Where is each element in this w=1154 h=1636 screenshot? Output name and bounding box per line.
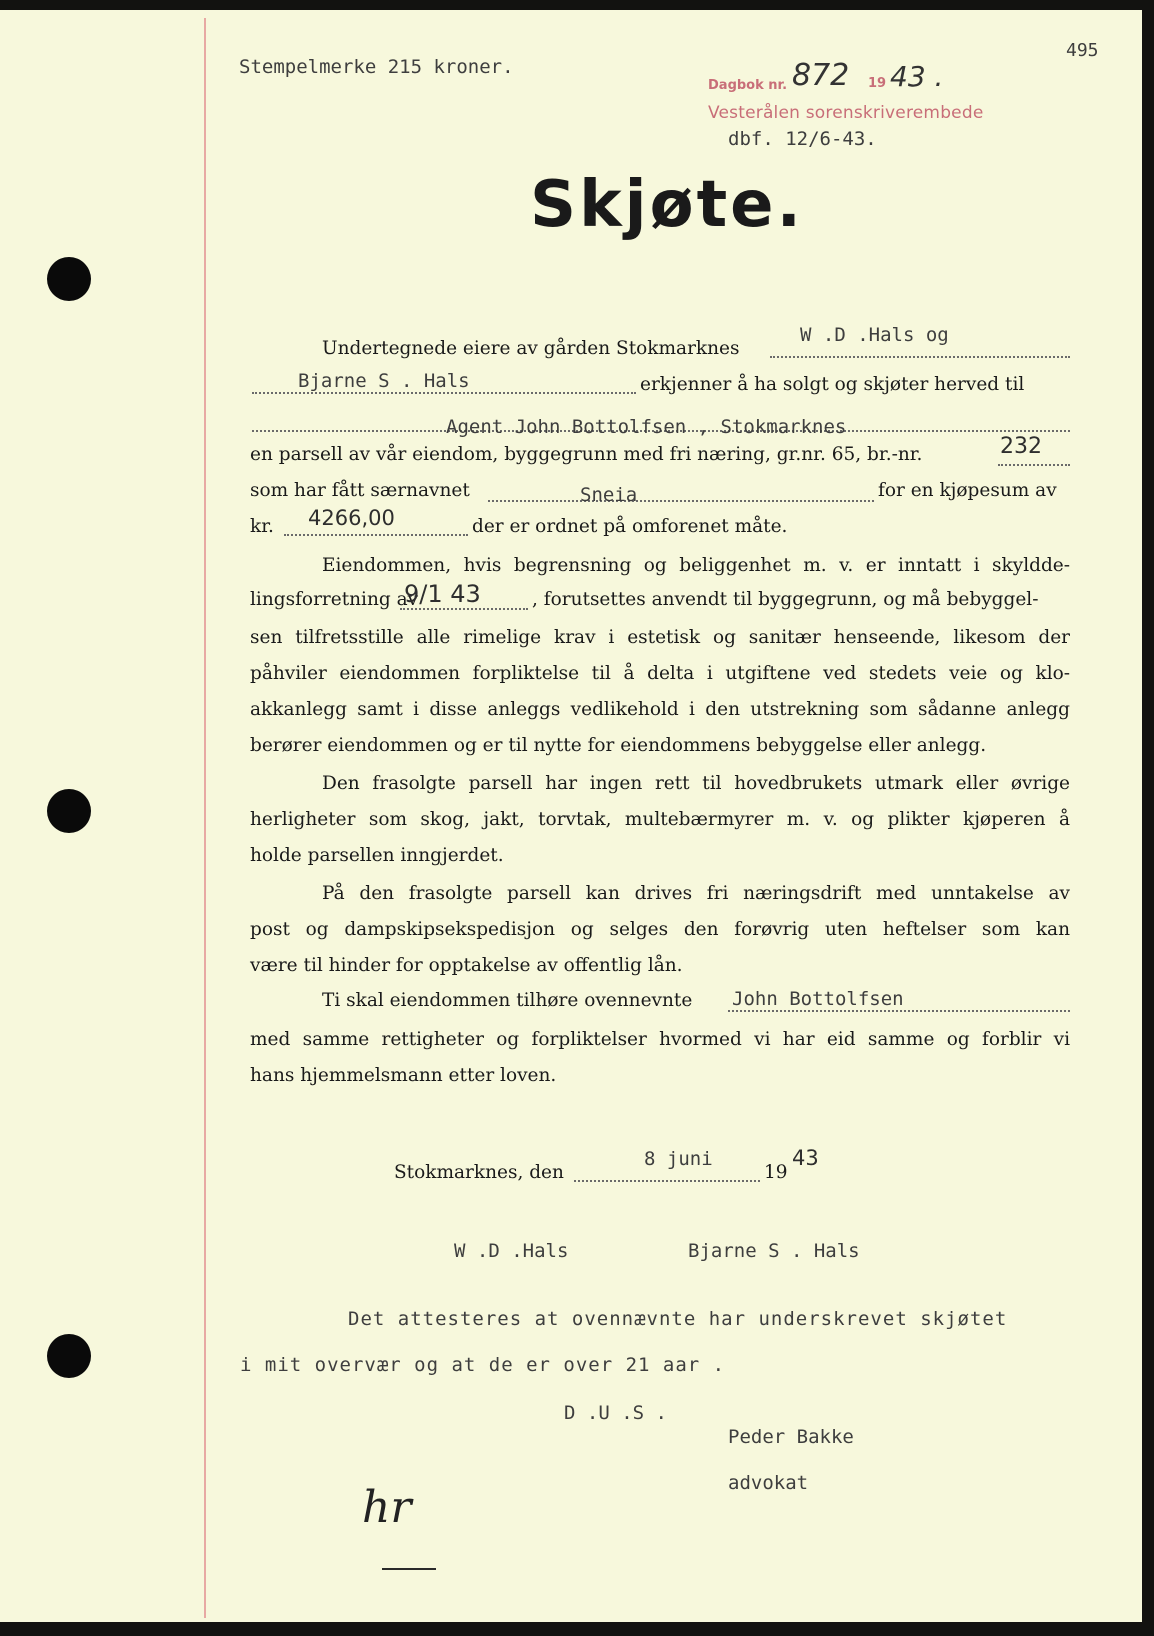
form-line-4-text: en parsell av vår eiendom, byggegrunn med fri næring, gr.nr. 65, br.-nr. bbox=[250, 444, 923, 465]
form-line-1-text: Undertegnede eiere av gården Stokmarknes bbox=[322, 338, 740, 359]
dateline-century: 19 bbox=[764, 1162, 788, 1183]
p4-line-3: hans hjemmelsmann etter loven. bbox=[250, 1065, 557, 1086]
seller-signature-2: Bjarne S . Hals bbox=[688, 1240, 860, 1262]
p1-line-2-text-a: lingsforretning av bbox=[250, 589, 419, 610]
p2-line-1: Den frasolgte parsell har ingen rett til hovedbrukets utmark eller øvrige bbox=[322, 773, 1070, 794]
page-number: 495 bbox=[1066, 40, 1099, 61]
form-line-1-fill: W .D .Hals og bbox=[800, 324, 949, 346]
register-label: Dagbok nr. bbox=[708, 78, 788, 93]
form-line-5-fill: Sneia bbox=[580, 484, 638, 506]
scan-border-bottom bbox=[0, 1622, 1154, 1636]
form-line-6-fill: 4266,00 bbox=[308, 506, 395, 530]
p4-line-1-text: Ti skal eiendommen tilhøre ovennevnte bbox=[322, 990, 693, 1011]
attestation-name: Peder Bakke bbox=[728, 1426, 854, 1448]
form-line-5-text-b: for en kjøpesum av bbox=[878, 480, 1057, 501]
form-line-6-text-a: kr. bbox=[250, 516, 274, 537]
p3-line-1: På den frasolgte parsell kan drives fri næringsdrift med unntakelse av bbox=[322, 883, 1070, 904]
p1-line-2-fill: 9/1 43 bbox=[404, 580, 481, 608]
register-number: 872 bbox=[792, 58, 850, 93]
p1-line-4: påhviler eiendommen forpliktelse til å delta i utgiftene ved stedets veie og klo- bbox=[250, 663, 1070, 684]
form-line-5-dots bbox=[488, 500, 874, 502]
margin-line bbox=[204, 18, 206, 1618]
p1-line-2-dots bbox=[400, 608, 528, 610]
p3-line-2: post og dampskipsekspedisjon og selges den forøvrig uten heftelser som kan bbox=[250, 919, 1070, 940]
register-year: 43 . bbox=[890, 60, 944, 93]
dateline-place: Stokmarknes, den bbox=[394, 1162, 564, 1183]
p1-line-2-text-b: , forutsettes anvendt til byggegrunn, og må bebyggel- bbox=[532, 589, 1039, 610]
p1-line-5: akkanlegg samt i disse anleggs vedlikehold i den utstrekning som sådanne anlegg bbox=[250, 699, 1070, 720]
stamp-duty-note: Stempelmerke 215 kroner. bbox=[239, 56, 514, 78]
document-title: Skjøte. bbox=[530, 168, 804, 242]
scan-border-right bbox=[1142, 0, 1154, 1636]
p4-line-1-dots bbox=[728, 1010, 1070, 1012]
p1-line-1: Eiendommen, hvis begrensning og beliggenhet m. v. er inntatt i skyldde- bbox=[322, 555, 1070, 576]
p4-line-1-fill: John Bottolfsen bbox=[732, 988, 904, 1010]
punch-hole-middle bbox=[47, 789, 91, 833]
initials-underline bbox=[382, 1568, 436, 1570]
dateline-year: 43 bbox=[792, 1146, 819, 1170]
form-line-5-text-a: som har fått særnavnet bbox=[250, 480, 470, 501]
form-line-4-fill: 232 bbox=[1000, 434, 1042, 459]
form-line-2-fill: Bjarne S . Hals bbox=[298, 370, 470, 392]
filed-date: dbf. 12/6-43. bbox=[728, 128, 877, 150]
scan-border-top bbox=[0, 0, 1154, 10]
form-line-6-dots bbox=[284, 534, 468, 536]
p1-line-3: sen tilfretsstille alle rimelige krav i estetisk og sanitær henseende, likesom der bbox=[250, 627, 1070, 648]
office-stamp: Vesterålen sorenskriverembede bbox=[708, 103, 984, 123]
attestation-initials: D .U .S . bbox=[564, 1402, 667, 1424]
seller-signature-1: W .D .Hals bbox=[454, 1240, 569, 1262]
initials-mark: hr bbox=[362, 1482, 412, 1533]
punch-hole-bottom bbox=[47, 1334, 91, 1378]
punch-hole-top bbox=[47, 257, 91, 301]
p3-line-3: være til hinder for opptakelse av offentlig lån. bbox=[250, 955, 683, 976]
form-line-4-dots bbox=[998, 464, 1070, 466]
attestation-line-2: i mit overvær og at de er over 21 aar . bbox=[240, 1354, 726, 1376]
attestation-line-1: Det attesteres at ovennævnte har underskrevet skjøtet bbox=[348, 1308, 1008, 1330]
p2-line-2: herligheter som skog, jakt, torvtak, multebærmyrer m. v. og plikter kjøperen å bbox=[250, 809, 1070, 830]
register-year-prefix: 19 bbox=[868, 76, 887, 91]
form-line-6-text-b: der er ordnet på omforenet måte. bbox=[472, 516, 788, 537]
dateline-dots bbox=[574, 1180, 760, 1182]
form-line-1-dots bbox=[770, 356, 1070, 358]
p1-line-6: berører eiendommen og er til nytte for eiendommens bebyggelse eller anlegg. bbox=[250, 735, 987, 756]
dateline-date: 8 juni bbox=[644, 1148, 713, 1170]
form-line-2-text: erkjenner å ha solgt og skjøter herved til bbox=[640, 374, 1025, 395]
attestation-role: advokat bbox=[728, 1472, 809, 1494]
form-line-2-dots bbox=[252, 392, 636, 394]
p4-line-2: med samme rettigheter og forpliktelser hvormed vi har eid samme og forblir vi bbox=[250, 1029, 1070, 1050]
form-line-3-fill: Agent John Bottolfsen , Stokmarknes bbox=[446, 416, 847, 438]
p2-line-3: holde parsellen inngjerdet. bbox=[250, 845, 504, 866]
